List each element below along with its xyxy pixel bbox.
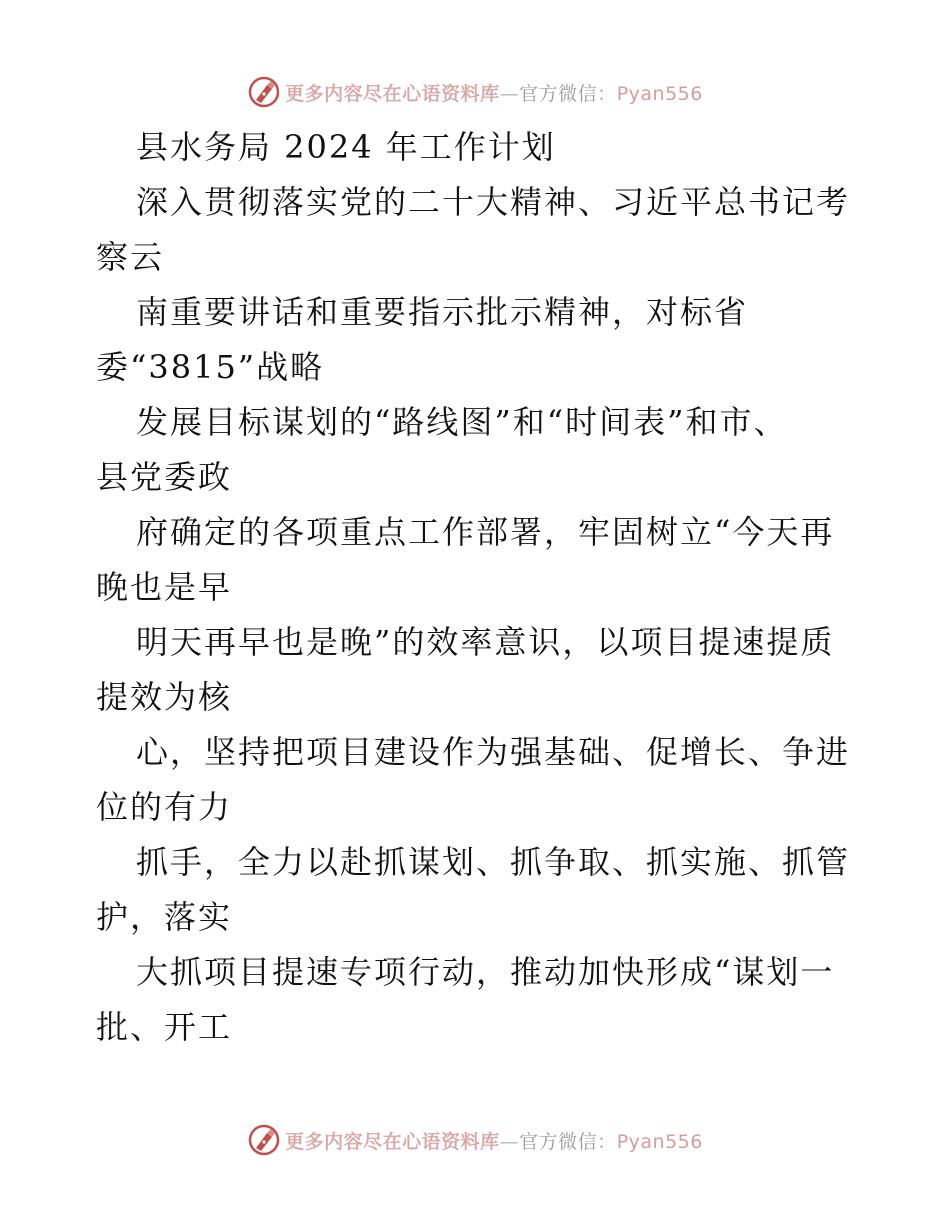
- watermark-label: 官方微信：: [519, 82, 617, 105]
- document-line: 提效为核: [96, 678, 233, 716]
- document-line: 批、开工: [96, 1008, 233, 1046]
- document-line: 发展目标谋划的“路线图”和“时间表”和市、: [136, 403, 788, 441]
- document-line: 心，坚持把项目建设作为强基础、促增长、争进: [136, 733, 851, 771]
- pen-nib-logo-icon: [247, 1123, 281, 1157]
- watermark-wechat-id: Pyan556: [616, 82, 703, 105]
- document-body: [96, 120, 856, 1055]
- document-title: 县水务局 2024 年工作计划: [136, 128, 556, 166]
- document-line: 委“3815”战略: [96, 348, 325, 386]
- document-line: 抓手，全力以赴抓谋划、抓争取、抓实施、抓管: [136, 843, 851, 881]
- pen-nib-logo-icon: [247, 75, 281, 109]
- document-line: 护，落实: [96, 898, 233, 936]
- header-watermark: [0, 72, 950, 112]
- document-line: 南重要讲话和重要指示批示精神，对标省: [136, 293, 749, 331]
- watermark-label: 官方微信：: [519, 1130, 617, 1153]
- footer-watermark: [0, 1120, 950, 1160]
- document-line: 府确定的各项重点工作部署，牢固树立“今天再: [136, 513, 835, 551]
- document-line: 大抓项目提速专项行动，推动加快形成“谋划一: [136, 953, 835, 991]
- document-line: 位的有力: [96, 788, 233, 826]
- document-line: 深入贯彻落实党的二十大精神、习近平总书记考: [136, 183, 851, 221]
- watermark-brand: 更多内容尽在心语资料库: [285, 1130, 500, 1153]
- document-line: 明天再早也是晚”的效率意识，以项目提速提质: [136, 623, 835, 661]
- watermark-separator: —: [499, 82, 520, 105]
- document-line: 晚也是早: [96, 568, 233, 606]
- watermark-brand: 更多内容尽在心语资料库: [285, 82, 500, 105]
- document-line: 县党委政: [96, 458, 233, 496]
- watermark-wechat-id: Pyan556: [616, 1130, 703, 1153]
- watermark-separator: —: [499, 1130, 520, 1153]
- watermark-text: [285, 79, 703, 106]
- watermark-text: [285, 1127, 703, 1154]
- document-line: 察云: [96, 238, 165, 276]
